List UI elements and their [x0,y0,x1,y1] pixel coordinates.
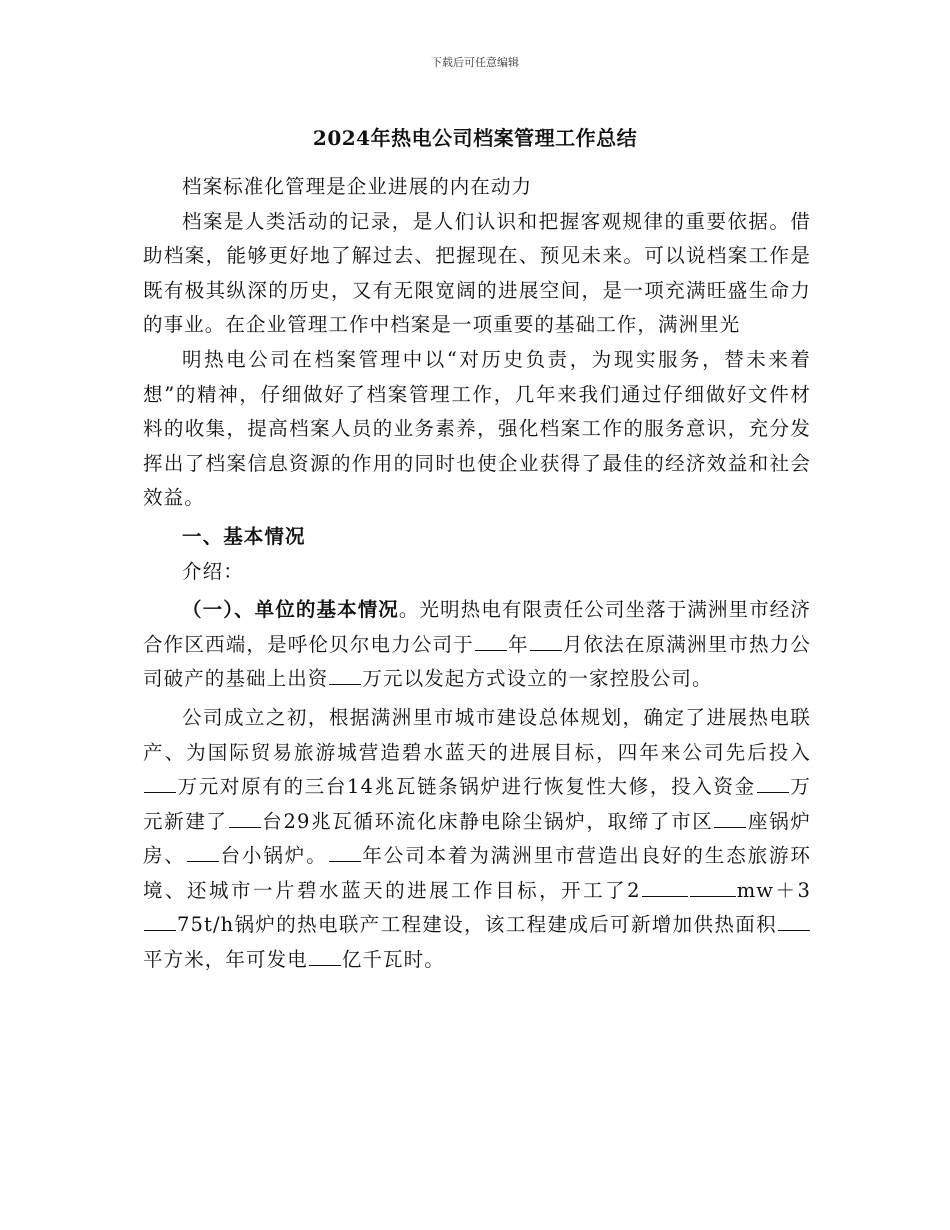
section-heading-basic-situation: 一、基本情况 [182,524,306,548]
blank-new-build-amount [757,791,789,793]
blank-year [475,649,507,651]
blank-start-year [329,860,361,862]
p5-text-d: 台29兆瓦循环流化床静电除尘锅炉，取缔了市区 [261,809,714,833]
p5-text-b: 万元对原有的三台14兆瓦链条锅炉进行恢复性大修，投入资金 [177,775,756,799]
p5-text-a: 公司成立之初，根据满洲里市城市建设总体规划，确定了进展热电联产、为国际贸易旅游城营造碧水蓝天的进展目标，四年来公司先后投入 [143,705,811,764]
paragraph-company-development [143,701,811,978]
p4-text-d: 万元以发起方式设立的一家控股公司。 [362,667,713,691]
header-note: 下载后可任意编辑 [431,56,519,69]
paragraph-unit-basic-situation [143,593,811,697]
p5-text-h: mw＋3 [736,878,811,902]
paragraph-3: 明热电公司在档案管理中以“对历史负责，为现实服务，替未来着想”的精神，仔细做好了档案管理工作，几年来我们通过仔细做好文件材料的收集，提高档案人员的业务素养，强化档案工作的服务意识，充分发挥出了档案信息资源的作用的同时也使企业获得了最佳的经济效益和社会效益。 [143,347,811,510]
p5-text-e: 座锅炉房、 [143,809,811,868]
blank-overhaul-amount [144,791,176,793]
p5-text-f: 台小锅炉。 [219,844,328,868]
blank-boiler-room-count [714,826,746,828]
blank-generation [309,964,341,966]
p5-text-j: 平方米，年可发电 [143,948,308,972]
p4-text-c: 月依法在原满洲里市热力公司破产的基础上出资 [143,632,811,691]
p4-text-b: 年 [507,632,529,656]
blank-boiler-units [144,929,176,931]
blank-capacity-b [690,895,736,897]
intro-label: 介绍： [182,559,244,583]
document-body [143,170,811,978]
blank-capacity-a [642,895,688,897]
p5-text-c: 万元新建了 [143,775,811,833]
paragraph-2: 档案是人类活动的记录，是人们认识和把握客观规律的重要依据。借助档案，能够更好地了解过去、把握现在、预见未来。可以说档案工作是既有极其纵深的历史，又有无限宽阔的进展空间，是一项充满旺盛生命力的事业。在企业管理工作中档案是一项重要的基础工作，满洲里光 [143,209,811,337]
blank-heating-area [778,929,810,931]
paragraph-1: 档案标准化管理是企业进展的内在动力 [182,175,533,198]
blank-month [530,649,562,651]
p4-text-a: 。光明热电有限责任公司坐落于满洲里市经济合作区西端，是呼伦贝尔电力公司于 [143,598,811,656]
blank-investment [329,683,361,685]
p5-text-i: 75t/h锅炉的热电联产工程建设，该工程建成后可新增加供热面积 [177,913,777,937]
p5-text-g: 年公司本着为满洲里市营造出良好的生态旅游环境、还城市一片碧水蓝天的进展工作目标，开工了2 [143,844,811,902]
document-title: 2024年热电公司档案管理工作总结 [312,126,638,150]
blank-small-boiler-count [187,860,219,862]
blank-boiler-count [229,826,261,828]
subsection-heading-unit: （一）、单位的基本情况 [182,598,399,622]
p5-text-k: 亿千瓦时。 [341,948,445,972]
